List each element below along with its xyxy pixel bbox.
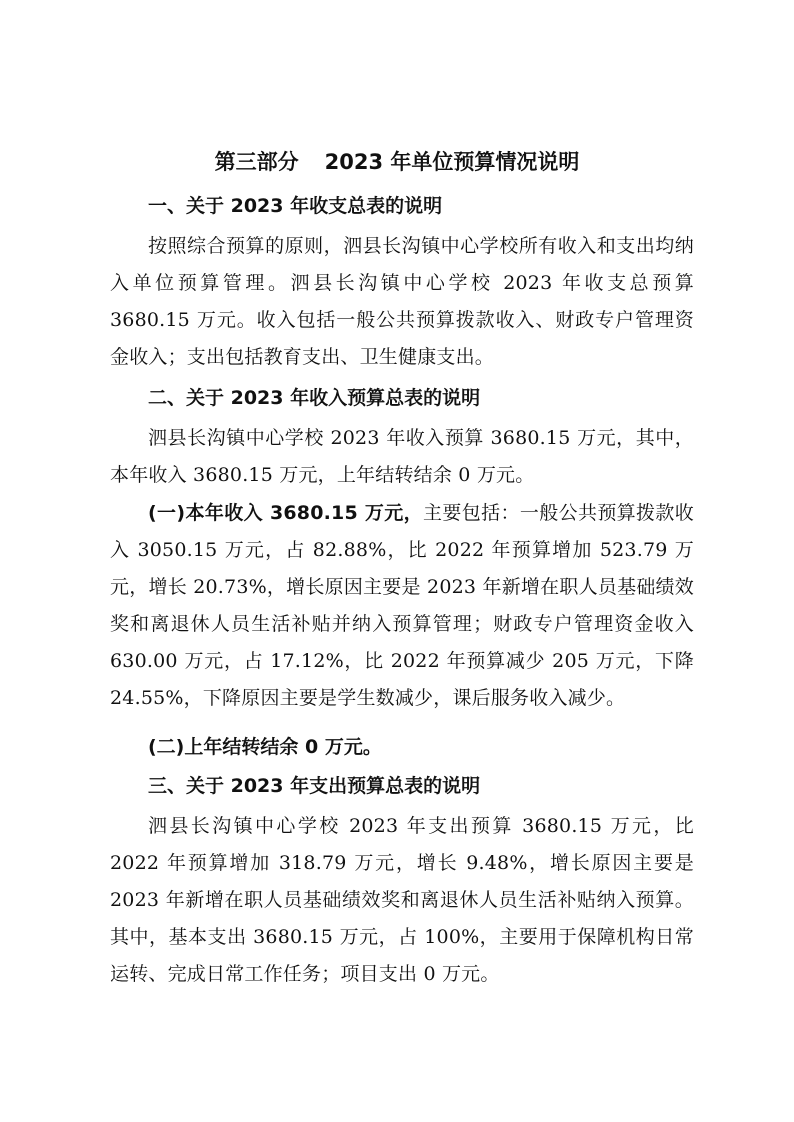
title-part: 第三部分 xyxy=(214,150,299,174)
section2-heading: 二、关于 2023 年收入预算总表的说明 xyxy=(148,387,481,409)
section2-paragraph: 泗县长沟镇中心学校 2023 年收入预算 3680.15 万元，其中，本年收入 3680.15 万元，上年结转结余 0 万元。 xyxy=(110,427,694,486)
section3-paragraph: 泗县长沟镇中心学校 2023 年支出预算 3680.15 万元，比 2022 年预算增加 318.79 万元，增长 9.48%，增长原因主要是 2023 年新增在职人员基础绩效奖和离退休人员生活补贴纳入预算。其中，基本支出 3680.15 万元，占 100%，主要用于保障机构日常运转、完成日常工作任务；项目支出 0 万元。 xyxy=(110,815,694,985)
title-text: 2023 年单位预算情况说明 xyxy=(324,150,580,174)
section1-paragraph: 按照综合预算的原则，泗县长沟镇中心学校所有收入和支出均纳入单位预算管理。泗县长沟镇中心学校 2023 年收支总预算 3680.15 万元。收入包括一般公共预算拨款收入、财政专户管理资金收入；支出包括教育支出、卫生健康支出。 xyxy=(110,235,694,368)
sub1-text: 主要包括：一般公共预算拨款收入 3050.15 万元，占 82.88%，比 2022 年预算增加 523.79 万元，增长 20.73%，增长原因主要是 2023 年新增在职人员基础绩效奖和离退休人员生活补贴并纳入预算管理；财政专户管理资金收入 630.00 万元，占 17.12%，比 2022 年预算减少 205 万元，下降 24.55%，下降原因主要是学生数减少，课后服务收入减少。 xyxy=(110,502,694,709)
section2-sub2: (二)上年结转结余 0 万元。 xyxy=(148,736,382,758)
section1-heading: 一、关于 2023 年收支总表的说明 xyxy=(148,195,443,217)
sub1-lead: (一)本年收入 3680.15 万元， xyxy=(148,502,423,524)
section3-heading: 三、关于 2023 年支出预算总表的说明 xyxy=(148,775,481,797)
section2-sub1-paragraph xyxy=(110,495,694,717)
page-title xyxy=(0,146,794,178)
